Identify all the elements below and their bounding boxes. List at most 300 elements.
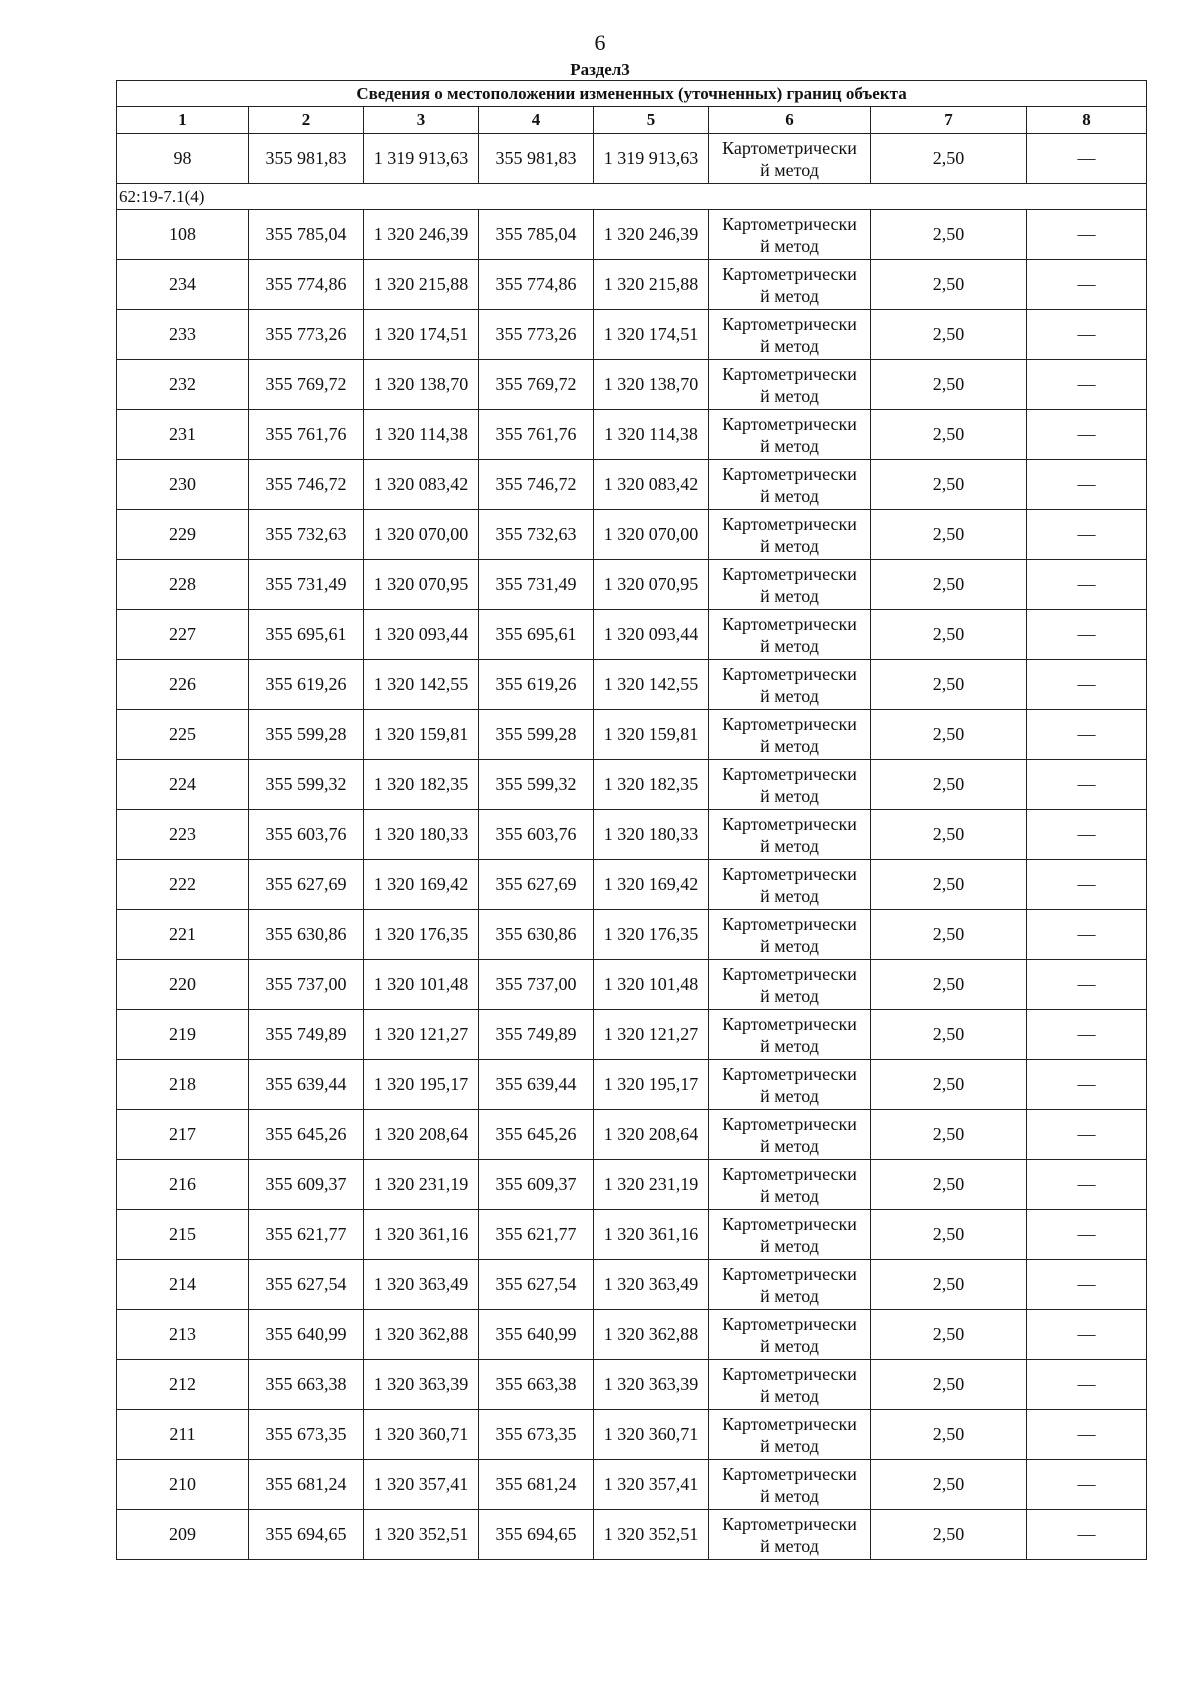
method-cell bbox=[709, 260, 871, 310]
y-new-cell: 1 320 176,35 bbox=[594, 910, 709, 960]
table-row bbox=[117, 210, 1147, 260]
point-number-cell: 218 bbox=[117, 1060, 249, 1110]
y-new-cell: 1 320 360,71 bbox=[594, 1410, 709, 1460]
accuracy-cell: 2,50 bbox=[871, 1010, 1027, 1060]
x-new-cell: 355 732,63 bbox=[479, 510, 594, 560]
page-number: 6 bbox=[594, 30, 606, 55]
method-text-line: Картометрически bbox=[722, 1363, 857, 1384]
method-cell bbox=[709, 1210, 871, 1260]
group-row bbox=[117, 184, 1147, 210]
method-text-line: Картометрически bbox=[722, 463, 857, 484]
point-number-cell: 234 bbox=[117, 260, 249, 310]
method-text-line: й метод bbox=[760, 1285, 819, 1306]
method-cell bbox=[709, 860, 871, 910]
method-text-line: й метод bbox=[760, 1235, 819, 1256]
group-label: 62:19-7.1(4) bbox=[117, 184, 1147, 210]
point-number-cell: 223 bbox=[117, 810, 249, 860]
note-cell: — bbox=[1027, 1010, 1147, 1060]
table-row bbox=[117, 1310, 1147, 1360]
table-row bbox=[117, 760, 1147, 810]
x-old-cell: 355 769,72 bbox=[249, 360, 364, 410]
y-new-cell: 1 320 159,81 bbox=[594, 710, 709, 760]
method-cell bbox=[709, 1260, 871, 1310]
method-text-line: й метод bbox=[760, 1335, 819, 1356]
column-header: 8 bbox=[1027, 107, 1147, 134]
accuracy-cell: 2,50 bbox=[871, 760, 1027, 810]
method-cell bbox=[709, 1310, 871, 1360]
method-text-line: й метод bbox=[760, 235, 819, 256]
method-cell bbox=[709, 1460, 871, 1510]
method-text-line: й метод bbox=[760, 1435, 819, 1456]
x-new-cell: 355 746,72 bbox=[479, 460, 594, 510]
y-old-cell: 1 320 070,00 bbox=[364, 510, 479, 560]
method-cell bbox=[709, 360, 871, 410]
x-new-cell: 355 609,37 bbox=[479, 1160, 594, 1210]
note-cell: — bbox=[1027, 860, 1147, 910]
accuracy-cell: 2,50 bbox=[871, 460, 1027, 510]
method-text-line: й метод bbox=[760, 1185, 819, 1206]
x-new-cell: 355 663,38 bbox=[479, 1360, 594, 1410]
point-number-cell: 229 bbox=[117, 510, 249, 560]
method-cell bbox=[709, 460, 871, 510]
y-new-cell: 1 320 357,41 bbox=[594, 1460, 709, 1510]
x-old-cell: 355 673,35 bbox=[249, 1410, 364, 1460]
x-old-cell: 355 774,86 bbox=[249, 260, 364, 310]
table-row bbox=[117, 1110, 1147, 1160]
accuracy-cell: 2,50 bbox=[871, 660, 1027, 710]
point-number-cell: 217 bbox=[117, 1110, 249, 1160]
y-old-cell: 1 320 352,51 bbox=[364, 1510, 479, 1560]
y-new-cell: 1 320 352,51 bbox=[594, 1510, 709, 1560]
method-text-line: й метод bbox=[760, 1085, 819, 1106]
method-text-line: й метод bbox=[760, 635, 819, 656]
table-row bbox=[117, 610, 1147, 660]
method-text-line: й метод bbox=[760, 785, 819, 806]
accuracy-cell: 2,50 bbox=[871, 560, 1027, 610]
x-old-cell: 355 627,69 bbox=[249, 860, 364, 910]
point-number-cell: 98 bbox=[117, 134, 249, 184]
y-old-cell: 1 320 215,88 bbox=[364, 260, 479, 310]
method-cell bbox=[709, 710, 871, 760]
method-text-line: Картометрически bbox=[722, 1263, 857, 1284]
point-number-cell: 213 bbox=[117, 1310, 249, 1360]
accuracy-cell: 2,50 bbox=[871, 134, 1027, 184]
table-row bbox=[117, 134, 1147, 184]
x-new-cell: 355 774,86 bbox=[479, 260, 594, 310]
y-new-cell: 1 320 363,49 bbox=[594, 1260, 709, 1310]
y-old-cell: 1 320 361,16 bbox=[364, 1210, 479, 1260]
method-text-line: Картометрически bbox=[722, 1013, 857, 1034]
x-old-cell: 355 639,44 bbox=[249, 1060, 364, 1110]
x-old-cell: 355 761,76 bbox=[249, 410, 364, 460]
x-old-cell: 355 663,38 bbox=[249, 1360, 364, 1410]
note-cell: — bbox=[1027, 660, 1147, 710]
y-new-cell: 1 320 361,16 bbox=[594, 1210, 709, 1260]
table-row bbox=[117, 1010, 1147, 1060]
table-row bbox=[117, 810, 1147, 860]
note-cell: — bbox=[1027, 1360, 1147, 1410]
y-new-cell: 1 320 174,51 bbox=[594, 310, 709, 360]
point-number-cell: 226 bbox=[117, 660, 249, 710]
point-number-cell: 215 bbox=[117, 1210, 249, 1260]
point-number-cell: 210 bbox=[117, 1460, 249, 1510]
method-cell bbox=[709, 1010, 871, 1060]
column-header: 3 bbox=[364, 107, 479, 134]
method-text-line: й метод bbox=[760, 585, 819, 606]
y-old-cell: 1 320 101,48 bbox=[364, 960, 479, 1010]
note-cell: — bbox=[1027, 310, 1147, 360]
accuracy-cell: 2,50 bbox=[871, 810, 1027, 860]
method-text-line: й метод bbox=[760, 685, 819, 706]
y-new-cell: 1 320 231,19 bbox=[594, 1160, 709, 1210]
method-cell bbox=[709, 1510, 871, 1560]
method-text-line: Картометрически bbox=[722, 263, 857, 284]
method-cell bbox=[709, 810, 871, 860]
table-row bbox=[117, 1410, 1147, 1460]
accuracy-cell: 2,50 bbox=[871, 410, 1027, 460]
method-text-line: Картометрически bbox=[722, 1413, 857, 1434]
point-number-cell: 220 bbox=[117, 960, 249, 1010]
note-cell: — bbox=[1027, 810, 1147, 860]
x-old-cell: 355 695,61 bbox=[249, 610, 364, 660]
table-row bbox=[117, 1460, 1147, 1510]
accuracy-cell: 2,50 bbox=[871, 610, 1027, 660]
y-new-cell: 1 320 070,95 bbox=[594, 560, 709, 610]
table-caption-row bbox=[117, 81, 1147, 107]
accuracy-cell: 2,50 bbox=[871, 510, 1027, 560]
accuracy-cell: 2,50 bbox=[871, 210, 1027, 260]
table-row bbox=[117, 1360, 1147, 1410]
accuracy-cell: 2,50 bbox=[871, 860, 1027, 910]
x-old-cell: 355 732,63 bbox=[249, 510, 364, 560]
x-old-cell: 355 599,28 bbox=[249, 710, 364, 760]
method-text-line: Картометрически bbox=[722, 513, 857, 534]
y-new-cell: 1 320 138,70 bbox=[594, 360, 709, 410]
method-text-line: Картометрически bbox=[722, 913, 857, 934]
table-row bbox=[117, 1510, 1147, 1560]
method-text-line: й метод bbox=[760, 485, 819, 506]
column-header: 6 bbox=[709, 107, 871, 134]
note-cell: — bbox=[1027, 1160, 1147, 1210]
x-new-cell: 355 627,54 bbox=[479, 1260, 594, 1310]
x-old-cell: 355 749,89 bbox=[249, 1010, 364, 1060]
note-cell: — bbox=[1027, 1060, 1147, 1110]
method-text-line: й метод bbox=[760, 435, 819, 456]
method-text-line: Картометрически bbox=[722, 363, 857, 384]
table-row bbox=[117, 510, 1147, 560]
method-text-line: й метод bbox=[760, 1535, 819, 1556]
x-new-cell: 355 749,89 bbox=[479, 1010, 594, 1060]
note-cell: — bbox=[1027, 710, 1147, 760]
x-new-cell: 355 681,24 bbox=[479, 1460, 594, 1510]
method-text-line: Картометрически bbox=[722, 413, 857, 434]
method-text-line: й метод bbox=[760, 985, 819, 1006]
x-old-cell: 355 640,99 bbox=[249, 1310, 364, 1360]
method-cell bbox=[709, 910, 871, 960]
x-new-cell: 355 773,26 bbox=[479, 310, 594, 360]
x-old-cell: 355 731,49 bbox=[249, 560, 364, 610]
accuracy-cell: 2,50 bbox=[871, 1260, 1027, 1310]
y-old-cell: 1 320 180,33 bbox=[364, 810, 479, 860]
column-header: 1 bbox=[117, 107, 249, 134]
table-row bbox=[117, 910, 1147, 960]
method-text-line: й метод bbox=[760, 1135, 819, 1156]
method-text-line: й метод bbox=[760, 335, 819, 356]
x-new-cell: 355 737,00 bbox=[479, 960, 594, 1010]
method-cell bbox=[709, 310, 871, 360]
method-text-line: й метод bbox=[760, 935, 819, 956]
note-cell: — bbox=[1027, 510, 1147, 560]
method-text-line: Картометрически bbox=[722, 1213, 857, 1234]
x-new-cell: 355 640,99 bbox=[479, 1310, 594, 1360]
x-old-cell: 355 619,26 bbox=[249, 660, 364, 710]
y-old-cell: 1 320 182,35 bbox=[364, 760, 479, 810]
table-row bbox=[117, 1260, 1147, 1310]
table-row bbox=[117, 260, 1147, 310]
method-cell bbox=[709, 960, 871, 1010]
x-old-cell: 355 630,86 bbox=[249, 910, 364, 960]
method-cell bbox=[709, 134, 871, 184]
method-text-line: й метод bbox=[760, 159, 819, 180]
x-new-cell: 355 695,61 bbox=[479, 610, 594, 660]
point-number-cell: 225 bbox=[117, 710, 249, 760]
method-text-line: Картометрически bbox=[722, 213, 857, 234]
x-old-cell: 355 621,77 bbox=[249, 1210, 364, 1260]
x-new-cell: 355 769,72 bbox=[479, 360, 594, 410]
y-new-cell: 1 320 169,42 bbox=[594, 860, 709, 910]
x-old-cell: 355 627,54 bbox=[249, 1260, 364, 1310]
accuracy-cell: 2,50 bbox=[871, 1310, 1027, 1360]
x-new-cell: 355 630,86 bbox=[479, 910, 594, 960]
column-header-row bbox=[117, 107, 1147, 134]
y-old-cell: 1 320 360,71 bbox=[364, 1410, 479, 1460]
method-cell bbox=[709, 1060, 871, 1110]
note-cell: — bbox=[1027, 410, 1147, 460]
x-old-cell: 355 681,24 bbox=[249, 1460, 364, 1510]
x-old-cell: 355 645,26 bbox=[249, 1110, 364, 1160]
y-old-cell: 1 320 121,27 bbox=[364, 1010, 479, 1060]
method-text-line: Картометрически bbox=[722, 613, 857, 634]
method-text-line: Картометрически bbox=[722, 1063, 857, 1084]
method-text-line: Картометрически bbox=[722, 313, 857, 334]
column-header: 4 bbox=[479, 107, 594, 134]
x-old-cell: 355 773,26 bbox=[249, 310, 364, 360]
accuracy-cell: 2,50 bbox=[871, 1160, 1027, 1210]
table-row bbox=[117, 1210, 1147, 1260]
method-text-line: Картометрически bbox=[722, 563, 857, 584]
method-text-line: Картометрически bbox=[722, 813, 857, 834]
y-old-cell: 1 320 231,19 bbox=[364, 1160, 479, 1210]
y-old-cell: 1 320 138,70 bbox=[364, 360, 479, 410]
y-new-cell: 1 320 195,17 bbox=[594, 1060, 709, 1110]
method-text-line: й метод bbox=[760, 285, 819, 306]
note-cell: — bbox=[1027, 460, 1147, 510]
method-text-line: Картометрически bbox=[722, 863, 857, 884]
accuracy-cell: 2,50 bbox=[871, 910, 1027, 960]
x-new-cell: 355 645,26 bbox=[479, 1110, 594, 1160]
note-cell: — bbox=[1027, 1460, 1147, 1510]
y-new-cell: 1 320 246,39 bbox=[594, 210, 709, 260]
y-old-cell: 1 319 913,63 bbox=[364, 134, 479, 184]
method-text-line: Картометрически bbox=[722, 963, 857, 984]
point-number-cell: 216 bbox=[117, 1160, 249, 1210]
y-old-cell: 1 320 362,88 bbox=[364, 1310, 479, 1360]
x-old-cell: 355 694,65 bbox=[249, 1510, 364, 1560]
y-old-cell: 1 320 114,38 bbox=[364, 410, 479, 460]
point-number-cell: 219 bbox=[117, 1010, 249, 1060]
y-new-cell: 1 320 083,42 bbox=[594, 460, 709, 510]
method-text-line: й метод bbox=[760, 1385, 819, 1406]
x-new-cell: 355 731,49 bbox=[479, 560, 594, 610]
note-cell: — bbox=[1027, 610, 1147, 660]
point-number-cell: 224 bbox=[117, 760, 249, 810]
note-cell: — bbox=[1027, 1510, 1147, 1560]
point-number-cell: 227 bbox=[117, 610, 249, 660]
table-body bbox=[117, 134, 1147, 1560]
y-new-cell: 1 320 362,88 bbox=[594, 1310, 709, 1360]
accuracy-cell: 2,50 bbox=[871, 1410, 1027, 1460]
x-new-cell: 355 599,28 bbox=[479, 710, 594, 760]
method-cell bbox=[709, 560, 871, 610]
table-row bbox=[117, 560, 1147, 610]
accuracy-cell: 2,50 bbox=[871, 260, 1027, 310]
point-number-cell: 108 bbox=[117, 210, 249, 260]
point-number-cell: 212 bbox=[117, 1360, 249, 1410]
x-new-cell: 355 639,44 bbox=[479, 1060, 594, 1110]
point-number-cell: 211 bbox=[117, 1410, 249, 1460]
x-new-cell: 355 673,35 bbox=[479, 1410, 594, 1460]
method-cell bbox=[709, 210, 871, 260]
x-old-cell: 355 981,83 bbox=[249, 134, 364, 184]
method-cell bbox=[709, 760, 871, 810]
y-old-cell: 1 320 169,42 bbox=[364, 860, 479, 910]
accuracy-cell: 2,50 bbox=[871, 1510, 1027, 1560]
method-text-line: й метод bbox=[760, 1485, 819, 1506]
method-cell bbox=[709, 1110, 871, 1160]
table-caption: Сведения о местоположении измененных (уточненных) границ объекта bbox=[117, 81, 1147, 107]
note-cell: — bbox=[1027, 760, 1147, 810]
y-new-cell: 1 320 142,55 bbox=[594, 660, 709, 710]
y-old-cell: 1 320 363,39 bbox=[364, 1360, 479, 1410]
section-title: Раздел3 bbox=[570, 60, 630, 79]
y-new-cell: 1 320 215,88 bbox=[594, 260, 709, 310]
accuracy-cell: 2,50 bbox=[871, 710, 1027, 760]
y-new-cell: 1 320 180,33 bbox=[594, 810, 709, 860]
y-old-cell: 1 320 208,64 bbox=[364, 1110, 479, 1160]
note-cell: — bbox=[1027, 960, 1147, 1010]
x-new-cell: 355 981,83 bbox=[479, 134, 594, 184]
point-number-cell: 222 bbox=[117, 860, 249, 910]
point-number-cell: 233 bbox=[117, 310, 249, 360]
method-cell bbox=[709, 610, 871, 660]
y-new-cell: 1 319 913,63 bbox=[594, 134, 709, 184]
x-old-cell: 355 746,72 bbox=[249, 460, 364, 510]
y-old-cell: 1 320 093,44 bbox=[364, 610, 479, 660]
x-new-cell: 355 621,77 bbox=[479, 1210, 594, 1260]
method-text-line: Картометрически bbox=[722, 1463, 857, 1484]
x-old-cell: 355 599,32 bbox=[249, 760, 364, 810]
note-cell: — bbox=[1027, 210, 1147, 260]
x-new-cell: 355 619,26 bbox=[479, 660, 594, 710]
x-old-cell: 355 737,00 bbox=[249, 960, 364, 1010]
note-cell: — bbox=[1027, 1260, 1147, 1310]
table-row bbox=[117, 1060, 1147, 1110]
y-new-cell: 1 320 182,35 bbox=[594, 760, 709, 810]
y-old-cell: 1 320 159,81 bbox=[364, 710, 479, 760]
method-text-line: Картометрически bbox=[722, 1113, 857, 1134]
y-new-cell: 1 320 070,00 bbox=[594, 510, 709, 560]
point-number-cell: 221 bbox=[117, 910, 249, 960]
x-old-cell: 355 785,04 bbox=[249, 210, 364, 260]
method-text-line: й метод bbox=[760, 1035, 819, 1056]
method-text-line: й метод bbox=[760, 735, 819, 756]
y-new-cell: 1 320 208,64 bbox=[594, 1110, 709, 1160]
method-cell bbox=[709, 510, 871, 560]
point-number-cell: 228 bbox=[117, 560, 249, 610]
y-new-cell: 1 320 114,38 bbox=[594, 410, 709, 460]
accuracy-cell: 2,50 bbox=[871, 1210, 1027, 1260]
point-number-cell: 231 bbox=[117, 410, 249, 460]
method-cell bbox=[709, 1360, 871, 1410]
column-header: 5 bbox=[594, 107, 709, 134]
y-old-cell: 1 320 174,51 bbox=[364, 310, 479, 360]
x-new-cell: 355 603,76 bbox=[479, 810, 594, 860]
method-text-line: Картометрически bbox=[722, 1163, 857, 1184]
accuracy-cell: 2,50 bbox=[871, 960, 1027, 1010]
accuracy-cell: 2,50 bbox=[871, 1110, 1027, 1160]
method-cell bbox=[709, 410, 871, 460]
point-number-cell: 232 bbox=[117, 360, 249, 410]
y-old-cell: 1 320 363,49 bbox=[364, 1260, 479, 1310]
point-number-cell: 230 bbox=[117, 460, 249, 510]
table-row bbox=[117, 360, 1147, 410]
method-text-line: Картометрически bbox=[722, 763, 857, 784]
column-header: 7 bbox=[871, 107, 1027, 134]
column-header: 2 bbox=[249, 107, 364, 134]
method-text-line: Картометрически bbox=[722, 1313, 857, 1334]
note-cell: — bbox=[1027, 260, 1147, 310]
table-row bbox=[117, 310, 1147, 360]
x-old-cell: 355 603,76 bbox=[249, 810, 364, 860]
y-new-cell: 1 320 093,44 bbox=[594, 610, 709, 660]
table-row bbox=[117, 660, 1147, 710]
x-new-cell: 355 599,32 bbox=[479, 760, 594, 810]
note-cell: — bbox=[1027, 1110, 1147, 1160]
x-new-cell: 355 785,04 bbox=[479, 210, 594, 260]
method-text-line: й метод bbox=[760, 885, 819, 906]
y-old-cell: 1 320 195,17 bbox=[364, 1060, 479, 1110]
note-cell: — bbox=[1027, 1410, 1147, 1460]
method-cell bbox=[709, 660, 871, 710]
table-row bbox=[117, 1160, 1147, 1210]
note-cell: — bbox=[1027, 134, 1147, 184]
method-text-line: Картометрически bbox=[722, 1513, 857, 1534]
table-row bbox=[117, 410, 1147, 460]
method-cell bbox=[709, 1160, 871, 1210]
accuracy-cell: 2,50 bbox=[871, 360, 1027, 410]
note-cell: — bbox=[1027, 1210, 1147, 1260]
y-old-cell: 1 320 246,39 bbox=[364, 210, 479, 260]
x-old-cell: 355 609,37 bbox=[249, 1160, 364, 1210]
table-row bbox=[117, 460, 1147, 510]
method-cell bbox=[709, 1410, 871, 1460]
method-text-line: Картометрически bbox=[722, 663, 857, 684]
y-old-cell: 1 320 070,95 bbox=[364, 560, 479, 610]
y-old-cell: 1 320 357,41 bbox=[364, 1460, 479, 1510]
table-row bbox=[117, 960, 1147, 1010]
accuracy-cell: 2,50 bbox=[871, 1460, 1027, 1510]
coordinates-table bbox=[116, 80, 1147, 1560]
